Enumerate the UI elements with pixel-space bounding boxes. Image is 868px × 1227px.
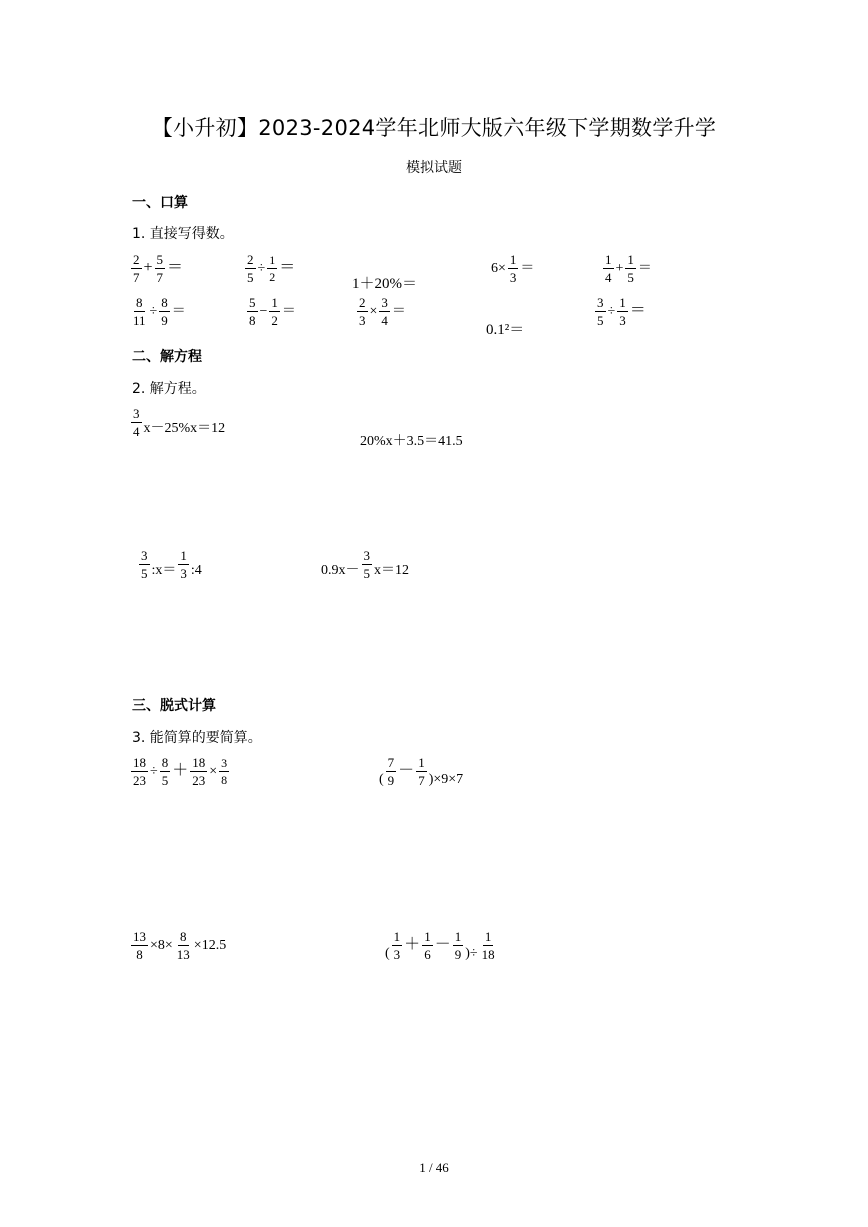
oral-item-r2c2: $\frac{5}{8}$ − $\frac{1}{2}$ ＝ (249, 295, 296, 328)
oral-item-r2c4: 0.1²＝ (486, 322, 525, 338)
oral-item-r2c3: $\frac{2}{3}$ × $\frac{3}{4}$ ＝ (359, 295, 406, 328)
oral-item-r1c5: $\frac{1}{4}$ + $\frac{1}{5}$ ＝ (605, 252, 652, 285)
oral-item-r2c1: $\frac{8}{11}$ ÷ $\frac{8}{9}$ ＝ (133, 295, 186, 328)
oral-item-r2c5: $\frac{3}{5}$ ÷ $\frac{1}{3}$ ＝ (597, 295, 646, 328)
oral-item-r1c2: $\frac{2}{5}$ ÷ $\frac{1}{2}$ ＝ (247, 252, 296, 285)
page-number: 1 / 46 (419, 1160, 449, 1175)
oral-item-r1c3: 1＋20%＝ (352, 276, 417, 292)
equation-2: 20%x＋3.5＝41.5 (360, 434, 463, 449)
equation-3: $\frac{3}{5}$ :x＝ $\frac{1}{3}$ :4 (141, 548, 202, 581)
oral-item-r1c4: 6× $\frac{1}{3}$ ＝ (491, 252, 535, 285)
section-heading-equations: 二、解方程 (132, 349, 202, 365)
question-1: 1. 直接写得数。 (132, 226, 234, 242)
equation-1: $\frac{3}{4}$ x－25%x＝12 (133, 406, 226, 439)
calc-item-3: $\frac{13}{8}$ ×8× $\frac{8}{13}$ ×12.5 (133, 929, 227, 962)
section-heading-calculation: 三、脱式计算 (132, 698, 216, 714)
calc-item-1: $\frac{18}{23}$ ÷ $\frac{8}{5}$ ＋ $\frac{18}{23}$ × $\frac{3}{8}$ (133, 755, 228, 788)
calc-item-4: ( $\frac{1}{3}$ ＋ $\frac{1}{6}$ － $\frac{1}{9}$ )÷ $\frac{1}{18}$ (385, 929, 495, 962)
oral-item-r1c1: $\frac{2}{7}$ + $\frac{5}{7}$ ＝ (133, 252, 184, 285)
section-heading-oral: 一、口算 (132, 195, 188, 211)
equation-4: 0.9x－ $\frac{3}{5}$ x＝12 (321, 548, 409, 581)
question-2: 2. 解方程。 (132, 381, 206, 397)
calc-item-2: ( $\frac{7}{9}$ － $\frac{1}{7}$ )×9×7 (379, 755, 464, 788)
question-3: 3. 能简算的要简算。 (132, 730, 262, 746)
document-title: 【小升初】2023-2024学年北师大版六年级下学期数学升学 (151, 116, 717, 140)
document-subtitle: 模拟试题 (406, 160, 462, 176)
